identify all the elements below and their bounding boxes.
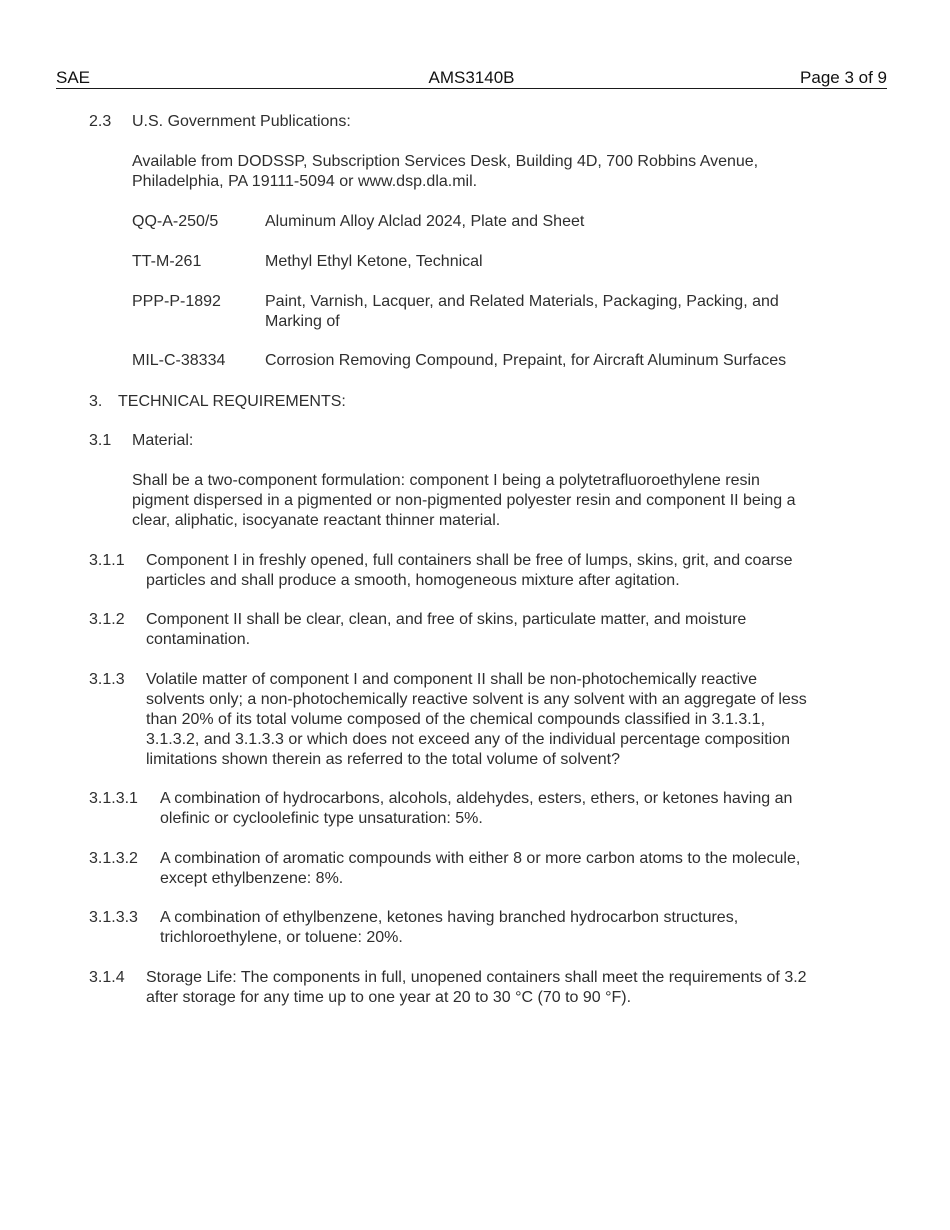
header-org: SAE [56,68,91,87]
text-line: Available from DODSSP, Subscription Services Desk, Building 4D, 700 Robbins Avenue, [132,153,759,170]
text-line: solvents only; a non-photochemically reactive solvent is any solvent with an aggregate of less [146,691,807,708]
section-title: Material: [132,432,194,449]
section-body [160,789,865,829]
text-line: pigment dispersed in a pigmented or non-pigmented polyester resin and component II being a [132,492,796,509]
text-line: except ethylbenzene: 8%. [160,870,344,887]
reference-code: TT-M-261 [132,253,202,270]
section-number: 3.1.3.2 [89,850,138,867]
section-number: 3.1.3 [89,671,125,688]
section-body [146,670,866,770]
reference-description: Corrosion Removing Compound, Prepaint, for Aircraft Aluminum Surfaces [265,352,787,369]
text-line: particles and shall produce a smooth, homogeneous mixture after agitation. [146,572,680,589]
section-3-1-heading [89,431,869,451]
section-number: 3.1.2 [89,611,125,628]
text-line: Component I in freshly opened, full containers shall be free of lumps, skins, grit, and coarse [146,552,793,569]
text-line: trichloroethylene, or toluene: 20%. [160,929,403,946]
text-line: A combination of hydrocarbons, alcohols, aldehydes, esters, ethers, or ketones having an [160,790,793,807]
page-header [56,68,887,89]
reference-code: PPP-P-1892 [132,293,221,310]
section-body [146,610,866,650]
section-number: 3.1.3.3 [89,909,138,926]
text-line: Paint, Varnish, Lacquer, and Related Materials, Packaging, Packing, and [265,293,779,310]
section-number: 2.3 [89,113,112,130]
header-doc-number: AMS3140B [428,68,515,87]
text-line: 3.1.3.2, and 3.1.3.3 or which does not exceed any of the individual percentage composition [146,731,790,748]
section-3-1-body [132,471,872,531]
text-line: A combination of ethylbenzene, ketones having branched hydrocarbon structures, [160,909,739,926]
reference-description: Aluminum Alloy Alclad 2024, Plate and Sheet [265,213,585,230]
section-body [146,968,866,1008]
section-number: 3.1 [89,432,112,449]
text-line: olefinic or cycloolefinic type unsaturation: 5%. [160,810,483,827]
reference-description: Methyl Ethyl Ketone, Technical [265,253,483,270]
text-line: contamination. [146,631,251,648]
reference-description [265,292,855,332]
section-title: U.S. Government Publications: [132,113,351,130]
text-line: limitations shown therein as referred to the total volume of solvent? [146,751,621,768]
section-2-3-availability [132,152,872,192]
text-line: clear, aliphatic, isocyanate reactant thinner material. [132,512,501,529]
section-number: 3. [89,393,103,410]
section-body [160,908,865,948]
text-line: A combination of aromatic compounds with either 8 or more carbon atoms to the molecule, [160,850,801,867]
text-line: Marking of [265,313,340,330]
text-line: than 20% of its total volume composed of the chemical compounds classified in 3.1.3.1, [146,711,766,728]
reference-code: QQ-A-250/5 [132,213,219,230]
text-line: after storage for any time up to one year at 20 to 30 °C (70 to 90 °F). [146,989,632,1006]
text-line: Philadelphia, PA 19111-5094 or www.dsp.dla.mil. [132,173,478,190]
section-body [160,849,865,889]
text-line: Shall be a two-component formulation: component I being a polytetrafluoroethylene resin [132,472,760,489]
section-2-3-heading [89,112,869,132]
section-number: 3.1.4 [89,969,125,986]
section-title: TECHNICAL REQUIREMENTS: [118,393,346,410]
text-line: Storage Life: The components in full, unopened containers shall meet the requirements of 3.2 [146,969,807,986]
section-3-heading [89,392,869,412]
text-line: Volatile matter of component I and component II shall be non-photochemically reactive [146,671,758,688]
header-page-number: Page 3 of 9 [800,68,887,87]
reference-code: MIL-C-38334 [132,352,226,369]
section-number: 3.1.1 [89,552,125,569]
text-line: Component II shall be clear, clean, and free of skins, particulate matter, and moisture [146,611,747,628]
section-body [146,551,866,591]
section-number: 3.1.3.1 [89,790,138,807]
